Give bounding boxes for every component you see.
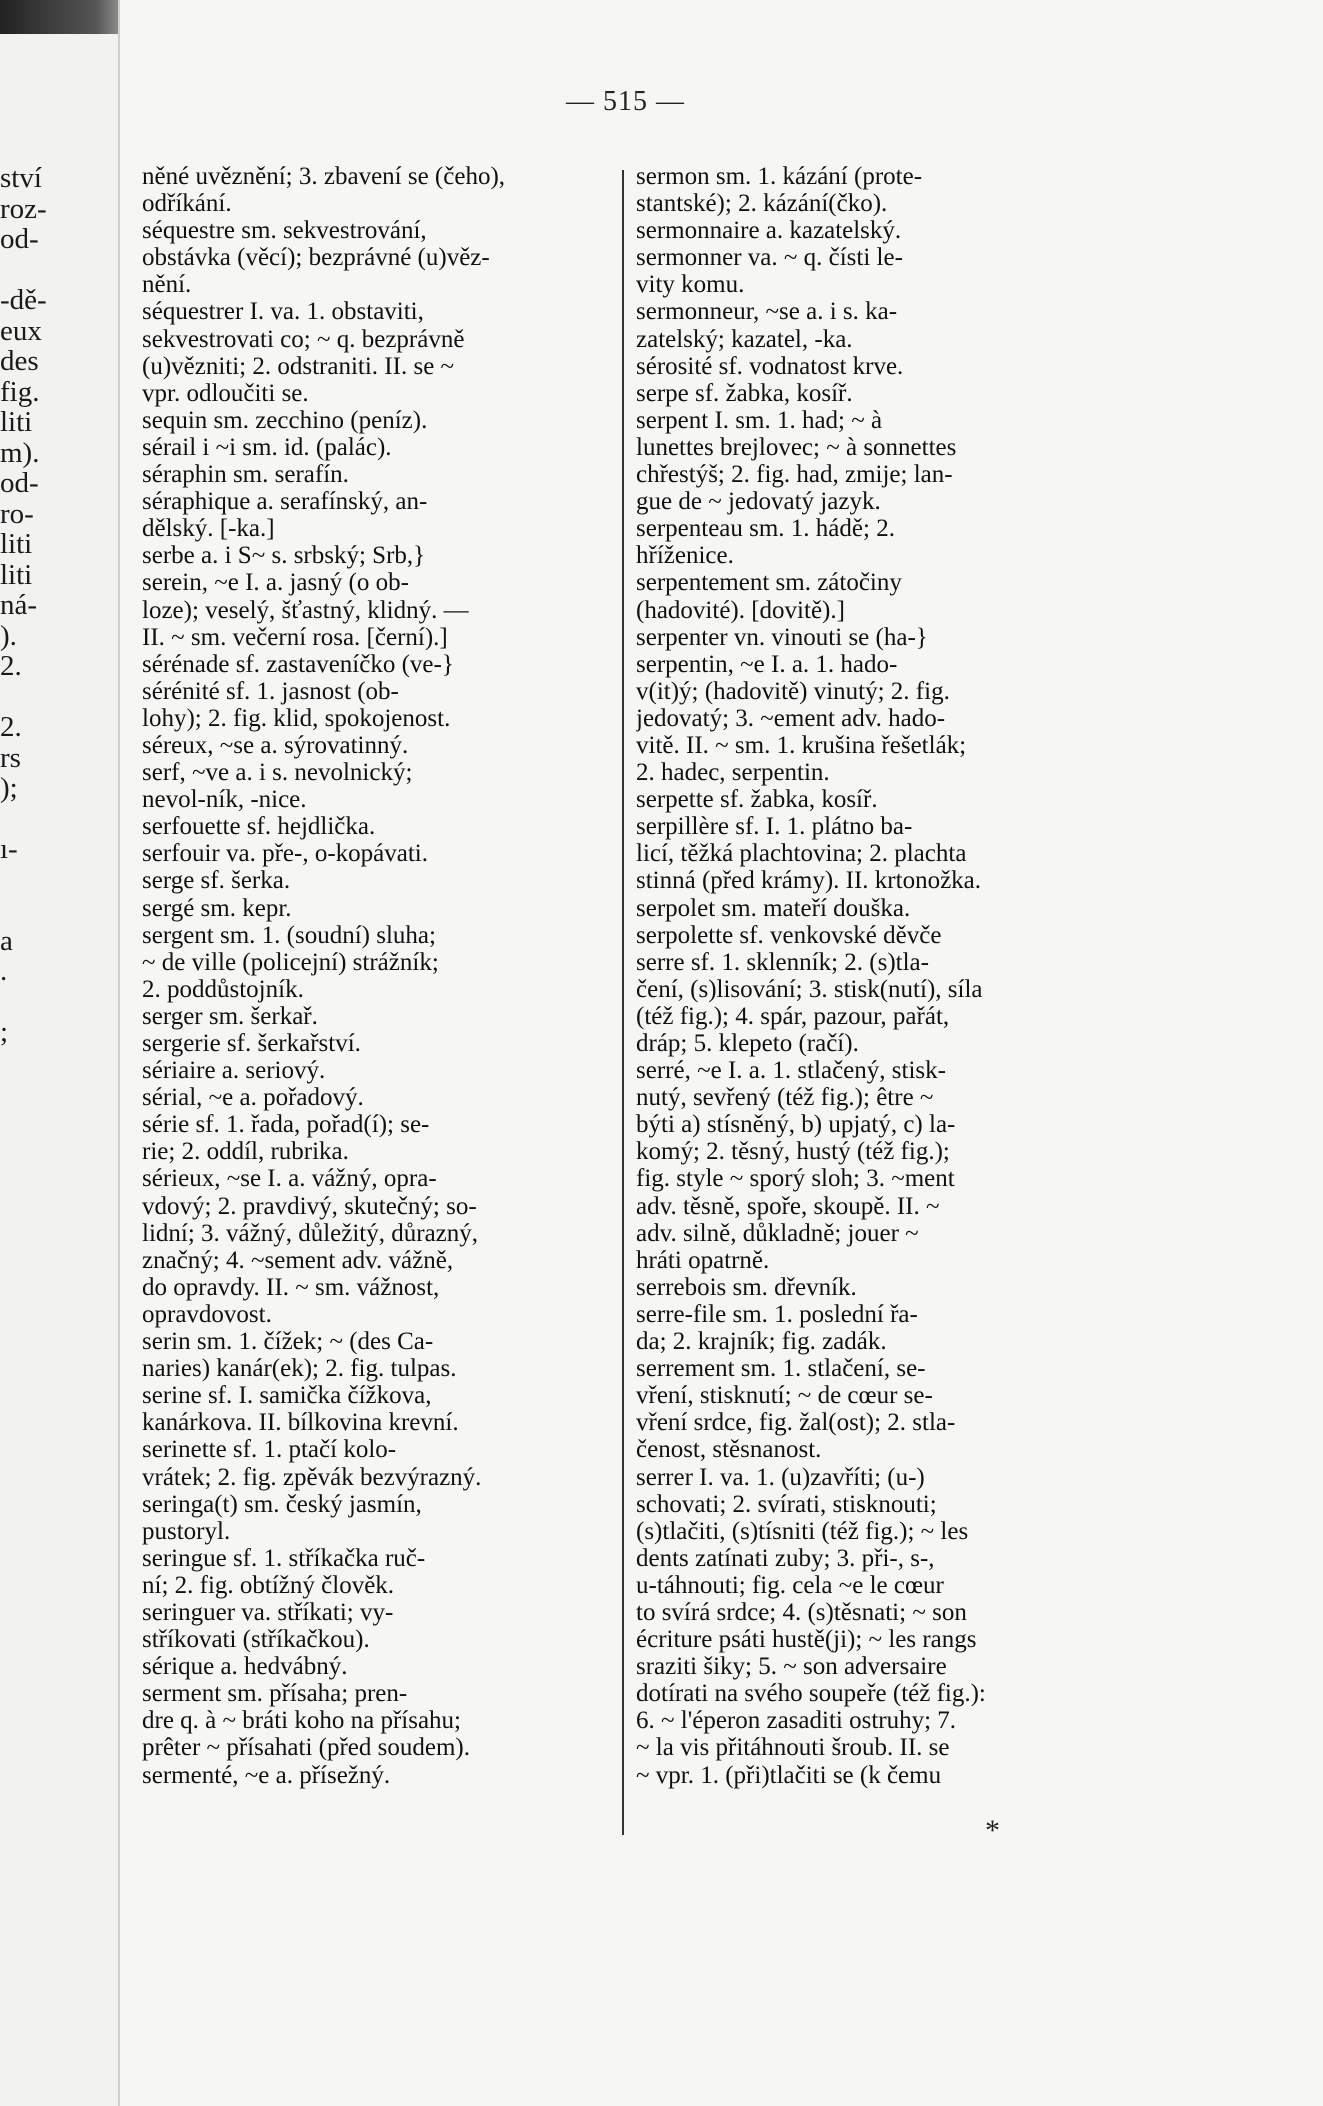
entry-line: lunettes brejlovec; ~ à sonnettes <box>636 433 957 461</box>
entry-line: dělský. [-ka.] <box>142 515 275 543</box>
entry-line: u-táhnouti; fig. cela ~e le cœur <box>636 1571 944 1599</box>
entry-line: pustoryl. <box>142 1517 231 1545</box>
entry-line: seringuer va. stříkati; vy- <box>142 1598 394 1626</box>
entry-line: odříkání. <box>142 190 232 218</box>
page-number: — 515 — <box>566 86 685 117</box>
entry-line: serfouir va. pře-, o-kopávati. <box>142 840 428 868</box>
entry-line: 2. hadec, serpentin. <box>636 759 830 787</box>
entry-line: sequin sm. zecchino (peníz). <box>142 406 428 434</box>
entry-line: serré, ~e I. a. 1. stlačený, stisk- <box>636 1057 946 1085</box>
entry-line: naries) kanár(ek); 2. fig. tulpas. <box>142 1355 457 1383</box>
entry-line: serinette sf. 1. ptačí kolo- <box>142 1436 397 1464</box>
entry-line: dre q. à ~ bráti koho na přísahu; <box>142 1707 461 1735</box>
strip-fragment: ; <box>0 1016 9 1048</box>
entry-line: serpe sf. žabka, kosíř. <box>636 379 853 407</box>
entry-line: séreux, ~se a. sýrovatinný. <box>142 731 409 759</box>
entry-line: écriture psáti hustě(ji); ~ les rangs <box>636 1626 977 1654</box>
entry-line: séraphin sm. serafín. <box>142 461 349 489</box>
entry-line: prêter ~ přísahati (před soudem). <box>142 1734 470 1762</box>
strip-fragment: liti <box>0 528 33 560</box>
entry-line: sermenté, ~e a. přísežný. <box>142 1761 391 1789</box>
entry-line: série sf. 1. řada, pořad(í); se- <box>142 1111 430 1139</box>
entry-line: serpenteau sm. 1. hádě; 2. <box>636 515 895 543</box>
entry-line: serpent I. sm. 1. had; ~ à <box>636 406 883 434</box>
entry-line: schovati; 2. svírati, stisknouti; <box>636 1490 937 1518</box>
strip-fragment: a <box>0 924 13 957</box>
entry-line: seringa(t) sm. český jasmín, <box>142 1490 422 1518</box>
entry-line: serein, ~e I. a. jasný (o ob- <box>142 569 409 597</box>
entry-line: nutý, sevřený (též fig.); être ~ <box>636 1084 934 1112</box>
entry-line: vdový; 2. pravdivý, skutečný; so- <box>142 1192 477 1220</box>
entry-line: sérosité sf. vodnatost krve. <box>636 352 904 380</box>
entry-line: obstávka (věcí); bezprávné (u)věz- <box>142 244 490 272</box>
entry-line: ~ vpr. 1. (při)tlačiti se (k čemu <box>636 1761 942 1789</box>
entry-line: adv. těsně, spoře, skoupě. II. ~ <box>636 1192 940 1220</box>
strip-fragment: od- <box>0 223 39 255</box>
entry-line: dotírati na svého soupeře (též fig.): <box>636 1680 986 1708</box>
entry-line: sermonner va. ~ q. čísti le- <box>636 244 903 272</box>
entry-line: do opravdy. II. ~ sm. vážnost, <box>142 1273 440 1301</box>
entry-line: serge sf. šerka. <box>142 867 291 895</box>
entry-line: da; 2. krajník; fig. zadák. <box>636 1328 887 1356</box>
strip-fragment: -dě- <box>0 284 47 316</box>
entry-line: sérail i ~i sm. id. (palác). <box>142 433 392 461</box>
entry-line: gue de ~ jedovatý jazyk. <box>636 488 881 516</box>
entry-line: nění. <box>142 271 192 299</box>
entry-line: sergé sm. kepr. <box>142 894 292 922</box>
strip-fragment: ). <box>0 619 17 652</box>
entry-line: rie; 2. oddíl, rubrika. <box>142 1138 349 1166</box>
previous-page-edge <box>0 0 120 2106</box>
entry-line: serpentin, ~e I. a. 1. hado- <box>636 650 898 678</box>
entry-line: zatelský; kazatel, -ka. <box>636 325 853 353</box>
entry-line: sergerie sf. šerkařství. <box>142 1030 361 1057</box>
strip-fragment: m). <box>0 436 40 469</box>
strip-fragment: od- <box>0 467 39 499</box>
entry-line: dráp; 5. klepeto (račí). <box>636 1030 859 1057</box>
entry-line: opravdovost. <box>142 1300 272 1328</box>
strip-fragment: ná- <box>0 589 38 621</box>
entry-line: sérieux, ~se I. a. vážný, opra- <box>142 1165 437 1193</box>
entry-line: loze); veselý, šťastný, klidný. — <box>142 596 469 624</box>
strip-fragment: ro- <box>0 497 34 530</box>
entry-line: serin sm. 1. čížek; ~ (des Ca- <box>142 1328 434 1356</box>
entry-line: serre sf. 1. sklenník; 2. (s)tla- <box>636 948 929 976</box>
entry-line: séquestre sm. sekvestrování, <box>142 217 427 245</box>
entry-line: vření srdce, fig. žal(ost); 2. stla- <box>636 1409 956 1437</box>
entry-line: séraphique a. serafínský, an- <box>142 488 428 516</box>
entry-line: vity komu. <box>636 271 745 299</box>
entry-line: sérique a. hedvábný. <box>142 1653 348 1681</box>
entry-line: sérénade sf. zastaveníčko (ve-} <box>142 650 454 678</box>
entry-line: jedovatý; 3. ~ement adv. hado- <box>636 704 946 732</box>
entry-line: serf, ~ve a. i s. nevolnický; <box>142 759 413 787</box>
entry-line: komý; 2. těsný, hustý (též fig.); <box>636 1138 950 1166</box>
entry-line: serre-file sm. 1. poslední řa- <box>636 1300 918 1328</box>
entry-line: stříkovati (stříkačkou). <box>142 1626 370 1654</box>
column-divider <box>622 170 624 1835</box>
entry-line: stinná (před krámy). II. krtonožka. <box>636 867 982 895</box>
entry-line: lidní; 3. vážný, důležitý, důrazný, <box>142 1219 479 1247</box>
entry-line: serbe a. i S~ s. srbský; Srb,} <box>142 542 426 570</box>
entry-line: vitě. II. ~ sm. 1. krušina řešetlák; <box>636 731 967 759</box>
entry-line: (s)tlačiti, (s)tísniti (též fig.); ~ les <box>636 1517 969 1545</box>
signature-mark: * <box>985 1814 1000 1847</box>
entry-line: čenost, stěsnanost. <box>636 1436 822 1464</box>
entry-line: hříženice. <box>636 542 734 570</box>
entry-line: sergent sm. 1. (soudní) sluha; <box>142 921 436 949</box>
entry-line: sermonnaire a. kazatelský. <box>636 217 902 245</box>
entry-line: serrebois sm. dřevník. <box>636 1273 857 1301</box>
entry-line: sérial, ~e a. pořadový. <box>142 1084 364 1112</box>
entry-line: serpentement sm. zátočiny <box>636 569 902 597</box>
strip-fragment: rs <box>0 741 21 774</box>
entry-line: v(it)ý; (hadovitě) vinutý; 2. fig. <box>636 677 950 705</box>
entry-line: něné uvěznění; 3. zbavení se (čeho), <box>142 163 506 190</box>
strip-fragment: ); <box>0 772 18 804</box>
entry-line: ~ la vis přitáhnouti šroub. II. se <box>636 1734 950 1762</box>
entry-line: sermonneur, ~se a. i s. ka- <box>636 298 898 326</box>
strip-fragment: ı- <box>0 833 18 865</box>
entry-line: chřestýš; 2. fig. had, zmije; lan- <box>636 461 953 489</box>
entry-line: 6. ~ l'éperon zasaditi ostruhy; 7. <box>636 1707 957 1735</box>
entry-line: vření, stisknutí; ~ de cœur se- <box>636 1382 933 1410</box>
strip-fragment: 2. <box>0 650 22 682</box>
entry-line: serrer I. va. 1. (u)zavříti; (u-) <box>636 1463 925 1491</box>
right-column <box>636 163 1131 1789</box>
binding-shadow <box>0 0 120 34</box>
entry-line: lohy); 2. fig. klid, spokojenost. <box>142 704 451 732</box>
entry-line: ní; 2. fig. obtížný člověk. <box>142 1571 395 1599</box>
entry-line: kanárkova. II. bílkovina krevní. <box>142 1409 459 1437</box>
entry-line: sériaire a. seriový. <box>142 1057 326 1085</box>
entry-line: fig. style ~ sporý sloh; 3. ~ment <box>636 1165 955 1193</box>
entry-line: adv. silně, důkladně; jouer ~ <box>636 1219 919 1247</box>
entry-line: nevol-ník, -nice. <box>142 786 307 814</box>
left-column <box>142 163 637 1789</box>
entry-line: býti a) stísněný, b) upjatý, c) la- <box>636 1111 956 1139</box>
strip-fragment: des <box>0 345 39 377</box>
entry-line: séquestrer I. va. 1. obstaviti, <box>142 298 424 326</box>
entry-line: sekvestrovati co; ~ q. bezprávně <box>142 325 465 353</box>
entry-line: serine sf. I. samička čížkova, <box>142 1382 432 1410</box>
entry-line: vpr. odloučiti se. <box>142 379 309 407</box>
strip-fragment: . <box>0 955 8 987</box>
entry-line: II. ~ sm. večerní rosa. [černí).] <box>142 623 448 651</box>
entry-line: hráti opatrně. <box>636 1246 770 1274</box>
entry-line: značný; 4. ~sement adv. vážně, <box>142 1246 454 1274</box>
entry-line: (hadovité). [dovitě).] <box>636 596 845 624</box>
strip-fragment: ství <box>0 162 42 194</box>
entry-line: to svírá srdce; 4. (s)těsnati; ~ son <box>636 1598 967 1626</box>
entry-line: (též fig.); 4. spár, pazour, pařát, <box>636 1002 950 1030</box>
entry-line: seringue sf. 1. stříkačka ruč- <box>142 1544 426 1572</box>
entry-line: sérénité sf. 1. jasnost (ob- <box>142 677 399 705</box>
entry-line: licí, těžká plachtovina; 2. plachta <box>636 840 967 868</box>
strip-fragment: eux <box>0 314 42 347</box>
entry-line: dents zatínati zuby; 3. při-, s-, <box>636 1544 935 1572</box>
entry-line: serment sm. přísaha; pren- <box>142 1680 408 1708</box>
entry-line: serpolette sf. venkovské děvče <box>636 921 942 949</box>
strip-fragment: 2. <box>0 711 22 743</box>
entry-line: (u)vězniti; 2. odstraniti. II. se ~ <box>142 352 455 380</box>
strip-fragment: roz- <box>0 192 47 225</box>
entry-line: 2. poddůstojník. <box>142 975 304 1003</box>
entry-line: serpillère sf. I. 1. plátno ba- <box>636 813 913 841</box>
entry-line: serpette sf. žabka, kosíř. <box>636 786 878 814</box>
entry-line: serrement sm. 1. stlačení, se- <box>636 1355 926 1383</box>
entry-line: sraziti šiky; 5. ~ son adversaire <box>636 1653 947 1681</box>
entry-line: stantské); 2. kázání(čko). <box>636 190 888 218</box>
strip-fragment: liti <box>0 558 33 591</box>
entry-line: čení, (s)lisování; 3. stisk(nutí), síla <box>636 975 983 1003</box>
strip-fragment: liti <box>0 406 33 438</box>
entry-line: vrátek; 2. fig. zpěvák bezvýrazný. <box>142 1463 482 1491</box>
entry-line: serfouette sf. hejdlička. <box>142 813 376 841</box>
entry-line: serpolet sm. mateří douška. <box>636 894 911 922</box>
entry-line: serger sm. šerkař. <box>142 1002 318 1030</box>
entry-line: ~ de ville (policejní) strážník; <box>142 948 439 976</box>
strip-fragment: fig. <box>0 375 40 408</box>
entry-line: sermon sm. 1. kázání (prote- <box>636 163 923 190</box>
entry-line: serpenter vn. vinouti se (ha-} <box>636 623 928 651</box>
